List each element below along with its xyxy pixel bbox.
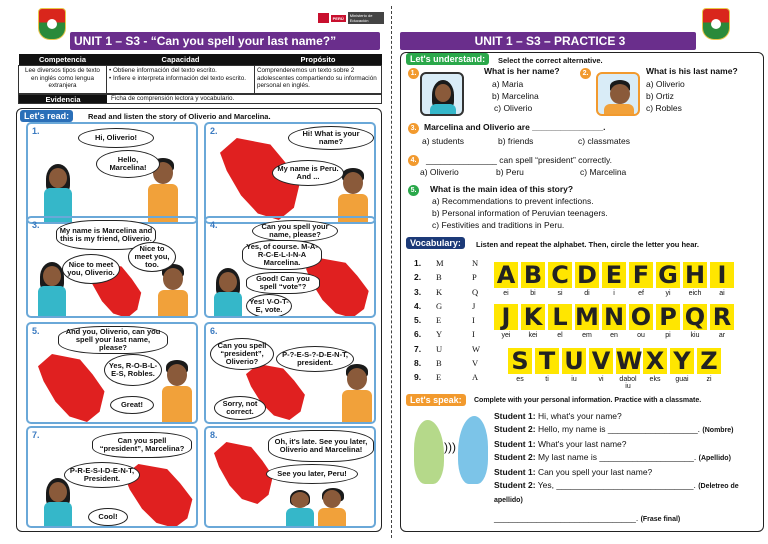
q5-option-c[interactable]: c) Festivities and traditions in Peru. [432, 220, 565, 230]
question-number: 4. [408, 155, 419, 166]
proposito-cell: Comprenderemos un texto sobre 2 adolescentes compartiendo su información personal en inglés. [255, 66, 382, 94]
header-proposito: Propósito [255, 54, 382, 66]
pronunciation-row-3: es ti iu vi dabol iu eks guai zi [516, 376, 712, 390]
alphabet-letter: E [602, 262, 626, 288]
speak-instructions: Complete with your personal information. Practice with a classmate. [474, 397, 702, 404]
q2-option-a[interactable]: a) Oliverio [646, 79, 685, 89]
q2-option-c[interactable]: c) Robles [646, 103, 682, 113]
dialog-line[interactable]: Student 2: Yes, _____________________________. (Deletreo de apellido) [494, 480, 739, 505]
capacidad-cell: • Obtiene información del texto escrito. • Infiere e interpreta información del texto escrito. [107, 66, 255, 94]
list-item[interactable]: 1. M N [414, 258, 479, 268]
question-number: 2. [580, 68, 591, 79]
comic-panel-3: 3. My name is Marcelina and this is my friend, Oliverio. Nice to meet you, too. Nice to meet you, Oliverio. [26, 216, 198, 318]
comic-panel-7: 7. Can you spell “president”, Marcelina? P-R-E-S-I-D-E-N-T, President. Cool! [26, 426, 198, 528]
speech-bubble: Nice to meet you, too. [128, 242, 176, 272]
sound-waves-icon: ))) [444, 440, 456, 454]
q1-option-c[interactable]: c) Oliverio [494, 103, 533, 113]
lets-speak-tag: Let's speak: [406, 394, 466, 406]
pronunciation-row-1: ei bi si di i ef yi eich ai [503, 290, 725, 297]
ministry-logo: PERÚ Ministerio de Educación [318, 12, 384, 24]
comic-panel-2: 2. Hi! What is your name? My name is Peru. And ... [204, 122, 376, 224]
lets-read-tag: Let's read: [20, 110, 73, 122]
speech-bubble: My name is Marcelina and this is my friend, Oliverio. [56, 220, 156, 250]
comic-panel-6: 6. Can you spell “president”, Oliverio? P-?-E-S-?-D-E-N-T, president. Sorry, not correct. [204, 322, 376, 424]
question-1: What is her name? [484, 66, 560, 76]
alphabet-letter: S [508, 348, 532, 374]
unit-title: UNIT 1 – S3 – PRACTICE 3 [474, 34, 626, 48]
school-crest-icon [38, 8, 66, 40]
speech-bubble: Can you spell “president”, Marcelina? [92, 432, 192, 458]
alphabet-letter: V [589, 348, 613, 374]
alphabet-letter: G [656, 262, 680, 288]
speech-bubble: Yes, of course. M-A-R-C-E-L-I-N-A Marcelina. [242, 240, 322, 270]
speech-bubble: Hi, Oliverio! [78, 128, 154, 148]
alphabet-row-1 [494, 262, 734, 288]
peru-shield-icon [318, 13, 329, 23]
unit-title-bar [400, 32, 696, 50]
question-number: 5. [408, 185, 419, 196]
speech-bubble: Hi! What is your name? [288, 126, 374, 150]
alphabet-letter: H [684, 261, 706, 289]
header-competencia: Competencia [19, 54, 107, 66]
speech-bubble: Nice to meet you, Oliverio. [62, 254, 120, 284]
alphabet-letter: I [710, 262, 734, 288]
read-instructions: Read and listen the story of Oliverio and Marcelina. [88, 112, 271, 121]
dialog-line: Student 1: Hi, what's your name? [494, 411, 622, 421]
speech-bubble: See you later, Peru! [266, 464, 358, 484]
right-page [384, 0, 768, 544]
alphabet-row-3 [508, 348, 721, 374]
peru-map-character [38, 354, 108, 422]
competencia-cell: Lee diversos tipos de texto en inglés como lengua extranjera [19, 66, 107, 94]
q2-option-b[interactable]: b) Ortiz [646, 91, 674, 101]
evidencia-label: Evidencia [19, 95, 107, 103]
alphabet-letter: T [535, 348, 559, 374]
q4-option-c[interactable]: c) Marcelina [580, 167, 627, 177]
dialog-line: Student 1: What's your last name? [494, 438, 627, 449]
speak-dialog [494, 410, 760, 526]
q3-option-b[interactable]: b) friends [498, 136, 534, 146]
speech-bubble: Cool! [88, 508, 128, 526]
alphabet-letter: D [575, 262, 599, 288]
question-2: What is his last name? [646, 66, 738, 76]
unit-title-bar [70, 32, 380, 50]
q1-option-a[interactable]: a) Maria [492, 79, 524, 89]
understand-instructions: Select the correct alternative. [498, 56, 603, 65]
speech-bubble: P-R-E-S-I-D-E-N-T, President. [64, 462, 140, 488]
q4-option-a[interactable]: a) Oliverio [420, 167, 459, 177]
q3-option-c[interactable]: c) classmates [578, 136, 630, 146]
question-number: 3. [408, 123, 419, 134]
circle-letter-list [414, 256, 498, 385]
comic-panel-1: 1. Hi, Oliverio! Hello, Marcelina! [26, 122, 198, 224]
oliverio-avatar [596, 72, 640, 116]
q5-option-a[interactable]: a) Recommendations to prevent infections. [432, 196, 594, 206]
vocabulary-tag: Vocabulary: [406, 237, 465, 249]
comic-panel-4: 4. Can you spell your name, please? Yes, of course. M-A-R-C-E-L-I-N-A Marcelina. Good! Can you spell “vote”? Yes! V-O-T-E, vote. [204, 216, 376, 318]
speech-bubble: Great! [110, 396, 154, 414]
marcelina-avatar [420, 72, 464, 116]
speech-bubble: Good! Can you spell “vote”? [246, 272, 320, 294]
q3-option-a[interactable]: a) students [422, 136, 465, 146]
speech-bubble: Oh, it's late. See you later, Oliverio and Marcelina! [268, 430, 374, 462]
header-capacidad: Capacidad [107, 54, 255, 66]
alphabet-letter: O [630, 303, 652, 331]
alphabet-letter: C [548, 262, 572, 288]
evidencia-text: Ficha de comprensión lectora y vocabulario. [111, 95, 235, 102]
q5-option-b[interactable]: b) Personal information of Peruvian teenagers. [432, 208, 608, 218]
list-item[interactable]: 6. Y I [414, 329, 475, 340]
competency-table [18, 54, 382, 94]
comic-panel-5: 5. And you, Oliverio, can you spell your last name, please? Yes, R-O-B-L-E-S, Robles. Great! [26, 322, 198, 424]
alphabet-letter: P [656, 304, 680, 330]
alphabet-letter: X [643, 348, 667, 374]
alphabet-letter: R [710, 304, 734, 330]
speech-bubble: And you, Oliverio, can you spell your last name, please? [58, 326, 168, 354]
talking-heads-illustration [414, 412, 490, 492]
alphabet-letter: U [562, 348, 586, 374]
alphabet-row-2 [494, 304, 734, 330]
list-item[interactable]: 7. U W [414, 343, 481, 354]
question-number: 1. [408, 68, 419, 79]
evidencia-row [18, 94, 382, 104]
list-item[interactable]: 8. B V [414, 358, 479, 369]
frase-final-line[interactable]: ______________________________. (Frase final) [494, 512, 681, 523]
list-item[interactable]: 2. B P [414, 272, 477, 283]
alphabet-letter: F [629, 262, 653, 288]
alphabet-letter: L [548, 304, 572, 330]
alphabet-letter: Z [697, 348, 721, 374]
lets-understand-tag: Let's understand: [406, 53, 489, 65]
dialog-line: Student 1: Can you spell your last name? [494, 466, 653, 477]
pronunciation-row-2: yei kei el em en ou pi kiu ar [501, 332, 726, 339]
question-4: _______________ can spell “president” correctly. [426, 155, 613, 165]
list-item[interactable]: 3. K Q [414, 286, 479, 297]
speech-bubble: Can you spell “president”, Oliverio? [210, 338, 274, 370]
alphabet-letter: A [494, 262, 518, 288]
alphabet-letter: K [521, 304, 545, 330]
alphabet-letter: W [616, 347, 643, 375]
alphabet-letter: N [603, 303, 625, 331]
q4-option-b[interactable]: b) Peru [496, 167, 524, 177]
alphabet-letter: Q [684, 303, 706, 331]
question-3: Marcelina and Oliverio are _______________. [424, 122, 606, 132]
speech-bubble: P-?-E-S-?-D-E-N-T, president. [276, 346, 354, 372]
q1-option-b[interactable]: b) Marcelina [492, 91, 539, 101]
dialog-line[interactable]: Student 2: My last name is ____________________. (Apellido) [494, 452, 731, 463]
alphabet-letter: M [575, 303, 599, 331]
unit-title: UNIT 1 – S3 - “Can you spell your last name?” [74, 34, 337, 48]
alphabet-letter: B [521, 262, 545, 288]
alphabet-letter: Y [670, 348, 694, 374]
school-crest-icon [702, 8, 730, 40]
list-item[interactable]: 5. E I [414, 315, 475, 326]
alphabet-letter: J [494, 304, 518, 330]
list-item[interactable]: 9. E A [414, 372, 479, 383]
speech-bubble: Sorry, not correct. [214, 396, 266, 420]
speech-bubble: Hello, Marcelina! [96, 150, 160, 178]
speech-bubble: Yes! V-O-T-E, vote. [246, 294, 292, 318]
speech-bubble: Yes, R-O-B-L-E-S, Robles. [104, 354, 162, 386]
vocabulary-instructions: Listen and repeat the alphabet. Then, circle the letter you hear. [476, 240, 699, 249]
question-5: What is the main idea of this story? [430, 184, 574, 194]
speech-bubble: My name is Peru. And ... [272, 160, 344, 186]
dialog-line[interactable]: Student 2: Hello, my name is ___________________. (Nombre) [494, 424, 734, 435]
list-item[interactable]: 4. G J [414, 300, 476, 311]
comic-panel-8: 8. Oh, it's late. See you later, Oliverio and Marcelina! See you later, Peru! [204, 426, 376, 528]
speech-bubble: Can you spell your name, please? [252, 220, 338, 242]
